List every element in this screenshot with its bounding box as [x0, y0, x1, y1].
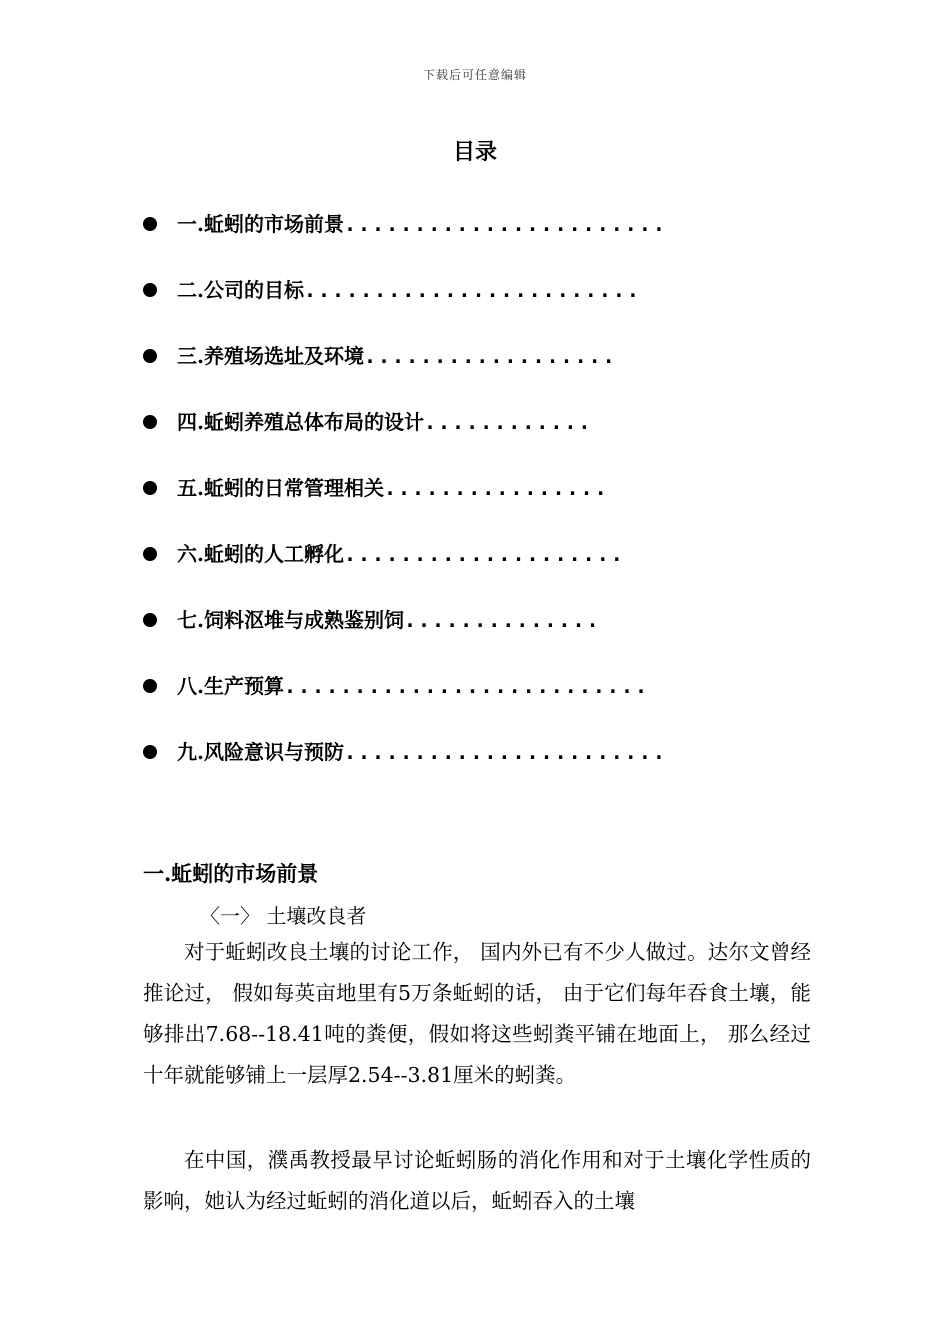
bullet-icon	[143, 349, 157, 363]
bullet-icon	[143, 217, 157, 231]
toc-item-label: 九.风险意识与预防	[177, 740, 344, 764]
body-paragraph: 在中国，濮禹教授最早讨论蚯蚓肠的消化作用和对于土壤化学性质的影响，她认为经过蚯蚓的消化道以后，蚯蚓吞入的土壤	[143, 1148, 811, 1213]
toc-item[interactable]	[143, 210, 803, 276]
toc-item[interactable]	[143, 342, 803, 408]
bullet-icon	[143, 679, 157, 693]
bullet-icon	[143, 613, 157, 627]
toc-item[interactable]	[143, 606, 803, 672]
toc-leader-dots: .......................	[343, 740, 667, 764]
toc-leader-dots: ..................	[363, 344, 617, 368]
toc-item[interactable]	[143, 408, 803, 474]
bullet-icon	[143, 547, 157, 561]
bullet-icon	[143, 283, 157, 297]
toc-leader-dots: ................	[383, 476, 609, 500]
toc-leader-dots: ..........................	[283, 674, 650, 698]
toc-item-label: 八.生产预算	[177, 674, 284, 698]
toc-item[interactable]	[143, 672, 803, 738]
toc-item-label: 五.蚯蚓的日常管理相关	[177, 476, 384, 500]
section-heading: 一.蚯蚓的市场前景	[143, 861, 319, 886]
toc-leader-dots: ....................	[343, 542, 625, 566]
bullet-icon	[143, 745, 157, 759]
table-of-contents	[143, 210, 803, 804]
toc-item[interactable]	[143, 474, 803, 540]
sub-heading: 〈一〉 土壤改良者	[200, 904, 367, 928]
toc-item-label: 四.蚯蚓养殖总体布局的设计	[177, 410, 424, 434]
toc-leader-dots: ..............	[403, 608, 601, 632]
toc-title: 目录	[452, 139, 497, 165]
toc-item[interactable]	[143, 540, 803, 606]
toc-item-label: 七.饲料沤堆与成熟鉴别饲	[177, 608, 404, 632]
bullet-icon	[143, 415, 157, 429]
bullet-icon	[143, 481, 157, 495]
toc-item[interactable]	[143, 276, 803, 342]
toc-leader-dots: ........................	[303, 278, 641, 302]
toc-leader-dots: .......................	[343, 212, 667, 236]
toc-item-label: 三.养殖场选址及环境	[177, 344, 364, 368]
toc-item-label: 一.蚯蚓的市场前景	[177, 212, 344, 236]
body-paragraph: 对于蚯蚓改良土壤的讨论工作， 国内外已有不少人做过。达尔文曾经推论过， 假如每英亩地里有5万条蚯蚓的话， 由于它们每年吞食土壤，能够排出7.68--18.41吨的粪便，假如将这些蚓粪平铺在地面上， 那么经过十年就能够铺上一层厚2.54--3.81厘米的蚓粪。	[143, 940, 811, 1087]
toc-item[interactable]	[143, 738, 803, 804]
header-note: 下载后可任意编辑	[422, 68, 527, 82]
toc-item-label: 六.蚯蚓的人工孵化	[177, 542, 344, 566]
toc-item-label: 二.公司的目标	[177, 278, 304, 302]
toc-leader-dots: ............	[423, 410, 593, 434]
